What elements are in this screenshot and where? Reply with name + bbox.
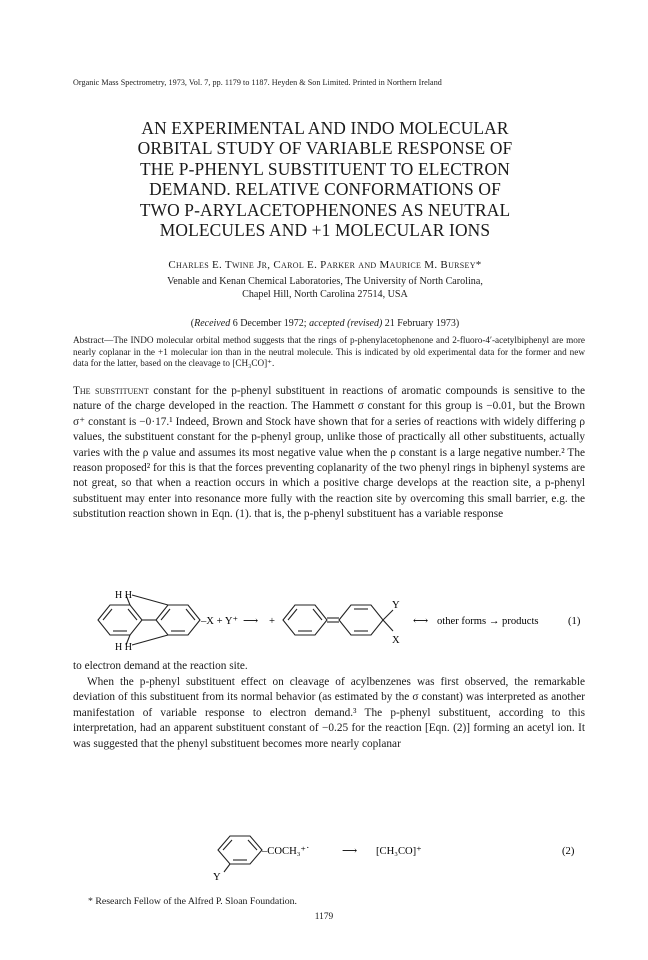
article-title <box>95 118 555 240</box>
body-paragraph: When the p-phenyl substituent effect on cleavage of acylbenzenes was first observed, the remarkable deviation of this substituent from its normal behavior (as estimated by the σ constant) was interpreted as another manifestation of variable response to electron demand.³ The p-phenyl substituent, according to this interpretation, had an apparent substituent constant of −0.25 for the reaction [Eqn. (2)] forming an acetyl ion. It was suggested that the phenyl substituent becomes more nearly coplanar <box>73 676 585 750</box>
reaction-arrow: ⟶ <box>243 616 259 627</box>
equation-number: (2) <box>562 846 575 857</box>
footnote: * Research Fellow of the Alfred P. Sloan Foundation. <box>88 896 297 907</box>
equation-1 <box>73 588 585 652</box>
received-open-paren: ( <box>190 318 195 329</box>
body-paragraph: to electron demand at the reaction site. <box>73 660 248 672</box>
reaction-arrow: ⟶ <box>342 846 358 857</box>
equation-2 <box>200 828 585 882</box>
product: [CH₃CO]⁺ <box>376 846 422 857</box>
title-line: ORBITAL STUDY OF VARIABLE RESPONSE OF <box>137 138 513 159</box>
x-substituent-label: X <box>392 635 400 646</box>
abstract <box>73 335 585 370</box>
page-number: 1179 <box>314 912 334 922</box>
abstract-text: —The INDO molecular orbital method suggests that the rings of p-phenylacetophenone and 2-fluoro-4′-acetylbiphenyl are more nearly coplanar in the +1 molecular ion than in the neutral molecule. This is indicated by old experimental data for the former and new data for the latter, based on the cleavage to [CH₃CO]⁺. <box>73 335 585 369</box>
paragraph-lead: The substituent <box>73 385 149 397</box>
y-substituent-label: Y <box>392 600 400 611</box>
affiliation-line: Venable and Kenan Chemical Laboratories, The University of North Carolina, <box>167 276 483 287</box>
received-word: Received <box>194 318 231 329</box>
hydrogen-label-top: H H <box>115 590 132 601</box>
journal-citation: Organic Mass Spectrometry, 1973, Vol. 7, pp. 1179 to 1187. Heyden & Son Limited. Printed in Northern Ireland <box>73 78 442 87</box>
reactant-tail: –X + Y⁺ <box>201 616 239 627</box>
equation-tail: other forms → products <box>437 616 539 627</box>
paragraph-text: constant for the p-phenyl substituent in reactions of aromatic compounds is sensitive to the nature of the charge developed in the reaction. The Hammett σ constant for this group is −0.01, but the Brown σ⁺ constant is −0·17.¹ Indeed, Brown and Stock have shown that for a series of reactions with widely differing ρ values, the substituent constant for the p-phenyl group, unlike those of practically all other substituents, actually varies with the ρ value and assumes its most negative value when the ρ constant is a large negative number.² The reason proposed² for this is that the forces preventing coplanarity of the two phenyl rings in biphenyl systems are not great, so that when a reaction occurs in which a positive charge develops at the reaction site, a p-phenyl substituent may enter into resonance more fully with the reaction site by overcoming this small barrier, e.g. the substitution reaction shown in Eqn. (1). that is, the p-phenyl substituent has a variable response <box>73 385 585 521</box>
title-line: MOLECULES AND +1 MOLECULAR IONS <box>159 220 491 241</box>
title-line: DEMAND. RELATIVE CONFORMATIONS OF <box>149 179 501 200</box>
y-substituent-label: Y <box>213 872 221 882</box>
hydrogen-label-bottom: H H <box>115 642 132 652</box>
title-line: TWO P-ARYLACETOPHENONES AS NEUTRAL <box>139 199 511 220</box>
plus-sign: + <box>269 616 275 627</box>
accepted-word: accepted (revised) <box>309 318 383 329</box>
author-list: Charles E. Twine Jr, Carol E. Parker and Maurice M. Bursey* <box>168 259 482 271</box>
body-paragraph <box>73 384 585 523</box>
accepted-date: 21 February 1973) <box>384 318 460 329</box>
abstract-label: Abstract <box>73 335 105 345</box>
title-line: AN EXPERIMENTAL AND INDO MOLECULAR <box>141 118 509 138</box>
title-line: THE P-PHENYL SUBSTITUENT TO ELECTRON <box>140 158 510 179</box>
received-date: 6 December 1972; <box>232 318 307 329</box>
reactant-tail: –COCH₃⁺˙ <box>262 846 310 857</box>
resonance-arrow: ⟷ <box>413 616 429 627</box>
equation-number: (1) <box>568 616 581 627</box>
received-dates <box>90 318 560 329</box>
affiliation-line: Chapel Hill, North Carolina 27514, USA <box>242 289 408 300</box>
